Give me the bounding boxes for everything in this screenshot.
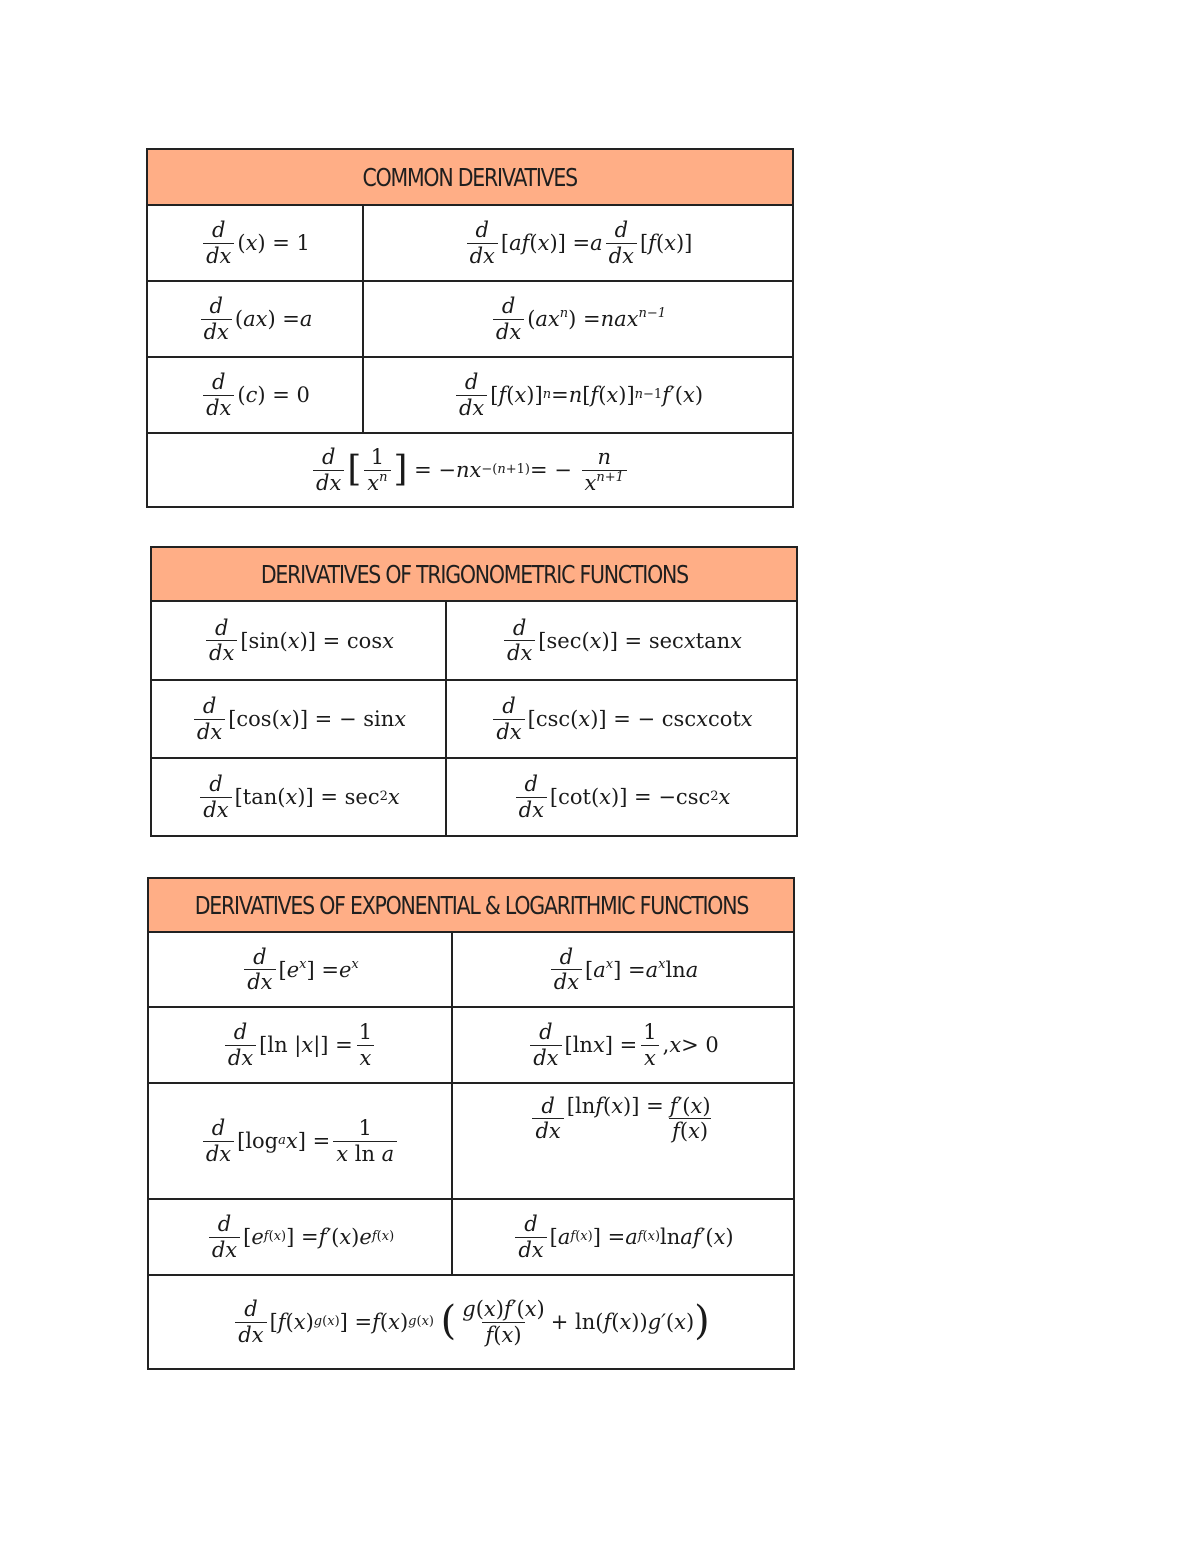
formula-cell: $\frac{d}{dx}$ [csc( x )] = − csc x cot x: [445, 681, 796, 757]
formula-cell: $\frac{d}{dx}$ ( ax ) = a: [148, 282, 362, 356]
formula-cell: $\frac{d}{dx}$ [ $e^x$ ] = $e^x$: [149, 933, 451, 1006]
formula-cell: $\frac{d}{dx}$ [ln f ( x )] = $\frac{f'(x)}{f(x)}$: [451, 1084, 793, 1198]
formula-cell: $\frac{d}{dx}$ [sin( x )] = cos x: [152, 602, 445, 679]
common-derivatives-title: COMMON DERIVATIVES: [148, 150, 792, 206]
explog-derivatives-title: DERIVATIVES OF EXPONENTIAL & LOGARITHMIC FUNCTIONS: [149, 879, 793, 933]
formula-cell: $\frac{d}{dx}$ ( c ) = 0: [148, 358, 362, 432]
formula-cell: $\frac{d}{dx}$ [log a x ] = $\frac{1}{\text{x ln a}}$: [149, 1084, 451, 1198]
formula-cell: $\frac{d}{dx}$ [tan( x )] = sec 2 x: [152, 759, 445, 835]
table-row: [148, 282, 792, 358]
formula-cell: $\frac{d}{dx}$ [ a f(x) ] = a f(x) ln a f′ ( x ): [451, 1200, 793, 1274]
table-row: [149, 1200, 793, 1276]
table-row: [148, 206, 792, 282]
formula-cell: $\frac{d}{dx}$ [cos( x )] = − sin x: [152, 681, 445, 757]
formula-cell: $\frac{d}{dx}$ [ f ( x )] n = n [ f ( x )] n−1 f′ ( x ): [362, 358, 792, 432]
formula-cell: $\frac{d}{dx}$ ( x ) = 1: [148, 206, 362, 280]
formula-cell: $\frac{d}{dx}$ [ af ( x )] = a $\frac{d}{dx}$ [ f ( x )]: [362, 206, 792, 280]
trig-derivatives-table: [150, 546, 798, 837]
formula-cell: $\frac{d}{dx}$ [cot( x )] = −csc 2 x: [445, 759, 796, 835]
common-derivatives-table: [146, 148, 794, 508]
formula-cell: $\frac{d}{dx}$ [ f ( x ) g(x) ] = f ( x ) g(x) ( $\frac{g(x)f'(x)}{f(x)}$ + ln( f ( x )) g′ ( x ) ): [149, 1276, 793, 1368]
formula-cell: $\frac{d}{dx}$ [ln | x |] = $\frac{1}{x}$: [149, 1008, 451, 1082]
table-row: [149, 1008, 793, 1084]
formula-cell: $\frac{d}{dx}$ [ln x ] = $\frac{1}{x}$ , x > 0: [451, 1008, 793, 1082]
explog-derivatives-table: [147, 877, 795, 1370]
trig-derivatives-title: DERIVATIVES OF TRIGONOMETRIC FUNCTIONS: [152, 548, 796, 602]
table-row: [149, 1084, 793, 1200]
table-row: [149, 933, 793, 1008]
table-row: [148, 358, 792, 434]
formula-cell: $\frac{d}{dx}$ [ $\frac{1}{x^n}$ ] = − nx −(n+1) = − $\frac{n}{x^{n+1}}$: [148, 434, 792, 506]
table-row: [149, 1276, 793, 1368]
table-row: [148, 434, 792, 506]
table-row: [152, 759, 796, 835]
formula-cell: $\frac{d}{dx}$ [sec( x )] = sec x tan x: [445, 602, 796, 679]
table-row: [152, 602, 796, 681]
formula-cell: $\frac{d}{dx}$ [ e f(x) ] = f′ ( x ) e f(x): [149, 1200, 451, 1274]
table-row: [152, 681, 796, 759]
formula-cell: $\frac{d}{dx}$ ( $ax^n$ ) = nax$^{n-1}$: [362, 282, 792, 356]
formula-cell: $\frac{d}{dx}$ [ $a^x$ ] = $a^x$ ln a: [451, 933, 793, 1006]
